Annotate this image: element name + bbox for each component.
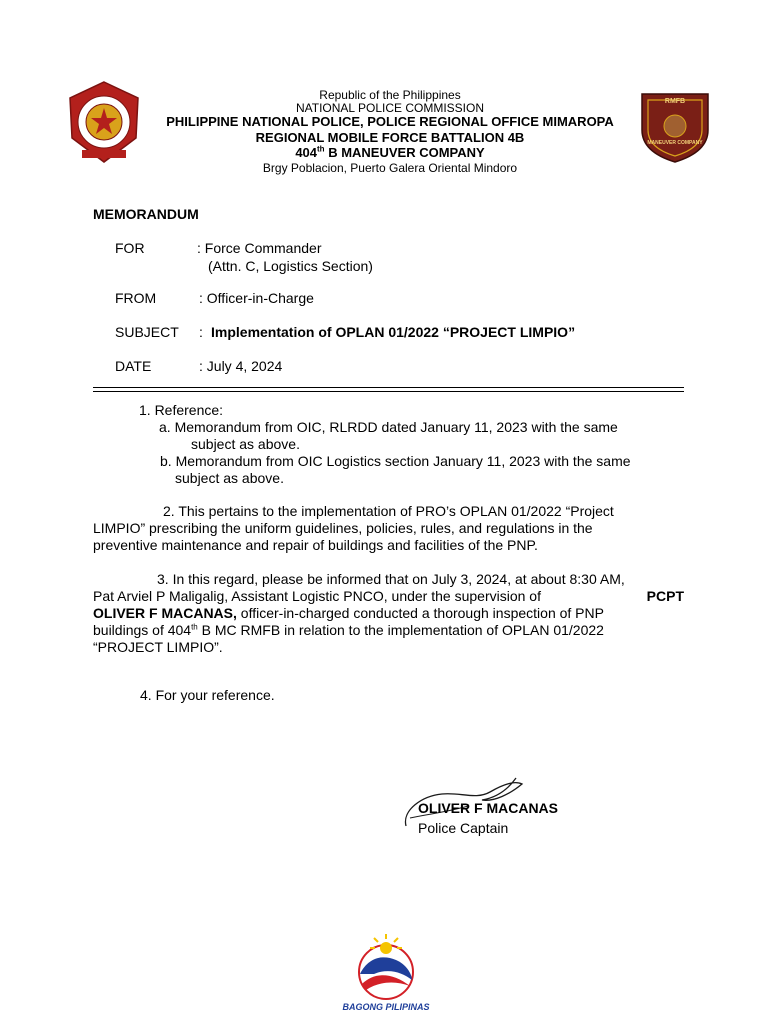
header-battalion: REGIONAL MOBILE FORCE BATTALION 4B [255, 130, 525, 145]
reference-title: 1. Reference: [139, 402, 224, 418]
paragraph-3-line2 [93, 588, 684, 605]
reference-b-line2: subject as above. [175, 470, 284, 486]
header-company-sup: th [317, 144, 325, 154]
subject-colon: : [199, 324, 203, 340]
header-republic: Republic of the Philippines [319, 88, 461, 102]
for-attn: (Attn. C, Logistics Section) [208, 258, 373, 274]
paragraph-3-line5: “PROJECT LIMPIO”. [93, 639, 223, 655]
paragraph-4: 4. For your reference. [140, 687, 275, 703]
reference-b-line1: b. Memorandum from OIC Logistics section January 11, 2023 with the same [160, 453, 631, 469]
reference-a-line2: subject as above. [191, 436, 300, 452]
rmfb-seal-top-text: RMFB [664, 98, 686, 105]
paragraph-3-line3-bold: OLIVER F MACANAS, [93, 605, 237, 621]
divider-bottom [93, 391, 684, 392]
memo-title: MEMORANDUM [93, 206, 199, 222]
paragraph-3-line2-bold: PCPT [646, 588, 684, 604]
bagong-pilipinas-logo [350, 928, 422, 1000]
rmfb-seal-bottom-text: MANEUVER COMPANY [647, 140, 703, 146]
subject-value: Implementation of OPLAN 01/2022 “PROJECT LIMPIO” [211, 324, 576, 340]
paragraph-3-line4-text-a: buildings of 404 [93, 622, 192, 638]
paragraph-3-line1: 3. In this regard, please be informed that on July 3, 2024, at about 8:30 AM, [157, 571, 625, 587]
for-value: : Force Commander [197, 240, 322, 256]
date-label: DATE [115, 358, 152, 374]
paragraph-3-line4-text-b: B MC RMFB in relation to the implementation of OPLAN 01/2022 [197, 622, 604, 638]
reference-a-line1: a. Memorandum from OIC, RLRDD dated January 11, 2023 with the same [159, 419, 618, 435]
paragraph-3-line4-sup: th [191, 622, 198, 632]
paragraph-2-line3: preventive maintenance and repair of buildings and facilities of the PNP. [93, 537, 538, 553]
header-company [0, 145, 768, 160]
header-office: PHILIPPINE NATIONAL POLICE, POLICE REGIONAL OFFICE MIMAROPA [166, 114, 614, 129]
for-label: FOR [115, 240, 145, 256]
paragraph-3-line3 [93, 605, 684, 622]
paragraph-3-line3-text: officer-in-charged conducted a thorough inspection of PNP [236, 605, 604, 621]
paragraph-3-line2-text: Pat Arviel P Maligalig, Assistant Logistic PNCO, under the supervision of [93, 588, 541, 604]
signatory-name: OLIVER F MACANAS [418, 800, 558, 816]
header-commission: NATIONAL POLICE COMMISSION [295, 101, 485, 115]
paragraph-3-line4 [93, 622, 684, 639]
divider-top [93, 387, 684, 388]
header-company-name: B MANEUVER COMPANY [324, 145, 485, 160]
signatory-rank: Police Captain [418, 820, 509, 836]
header-company-number: 404 [295, 145, 318, 160]
date-value: : July 4, 2024 [199, 358, 283, 374]
subject-label: SUBJECT [115, 324, 179, 340]
header-address: Brgy Poblacion, Puerto Galera Oriental Mindoro [262, 161, 518, 175]
from-label: FROM [115, 290, 157, 306]
paragraph-2-line1: 2. This pertains to the implementation of PRO’s OPLAN 01/2022 “Project [163, 503, 614, 519]
from-value: : Officer-in-Charge [199, 290, 314, 306]
bagong-pilipinas-text: BAGONG PILIPINAS [342, 1002, 430, 1012]
paragraph-2-line2: LIMPIO” prescribing the uniform guidelines, policies, rules, and regulations in the [93, 520, 593, 536]
